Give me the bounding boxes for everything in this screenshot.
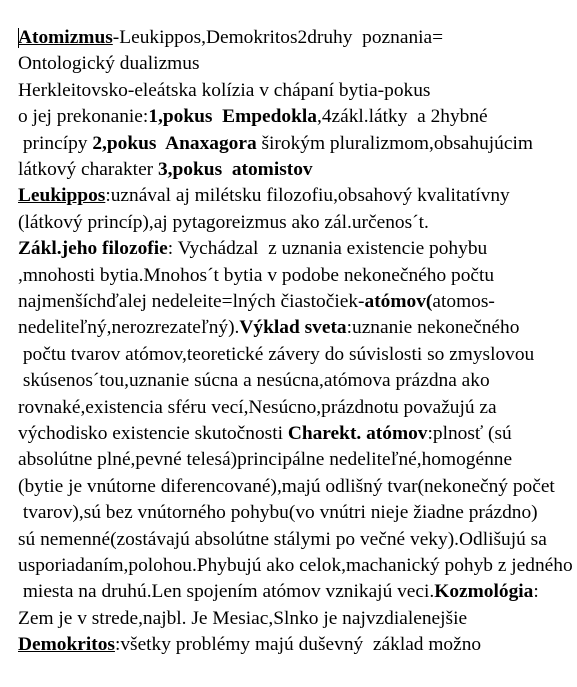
text-line xyxy=(18,424,512,443)
text-line xyxy=(18,503,538,522)
text-run: : xyxy=(533,581,539,603)
text-run: o jej prekonanie: xyxy=(18,106,149,128)
text-run: absolútne plné,pevné telesá)principálne nedeliteľné,homogénne xyxy=(18,449,513,471)
text-run: usporiadaním,polohou.Phybujú ako celok,machanický pohyb z jedného xyxy=(18,555,573,576)
text-line xyxy=(18,186,510,205)
text-run: :plnosť (sú xyxy=(427,423,512,444)
text-run: (bytie je vnútorne diferencované),majú odlišný tvar(nekonečný počet xyxy=(18,475,555,497)
text-run: :uznanie nekonečného xyxy=(346,317,520,339)
text-run: 3,pokus atomistov xyxy=(157,159,313,180)
text-run: ,mnohosti bytia.Mnohos´t bytia v podobe nekonečného počtu xyxy=(18,264,495,286)
text-run: ,4zákl.látky a 2hybné xyxy=(316,106,488,128)
text-run: (látkový princíp),aj pytagoreizmus ako zál.určenos´t. xyxy=(18,211,429,233)
text-run: 1,pokus Empedokla xyxy=(148,106,317,128)
text-line xyxy=(18,54,200,73)
text-run: Demokritos xyxy=(18,634,115,656)
text-run: princípy xyxy=(18,132,93,154)
text-run: Výklad sveta xyxy=(239,317,347,339)
text-run: nedeliteľný,nerozrezateľný). xyxy=(18,317,240,339)
text-line xyxy=(18,318,519,337)
text-line xyxy=(18,398,497,417)
text-run: sú nemenné(zostávajú absolútne stálymi po večné veky).Odlišujú sa xyxy=(18,528,547,550)
text-run: Herkleitovsko-eleátska kolízia v chápaní bytia-pokus xyxy=(18,79,431,101)
text-line xyxy=(18,213,429,232)
text-line xyxy=(18,371,490,390)
text-run: tvarov),sú bez vnútorného pohybu(vo vnútri nieje žiadne prázdno) xyxy=(18,502,538,524)
text-run: :všetky problémy majú duševný základ možno xyxy=(114,634,482,656)
text-line xyxy=(18,582,539,601)
text-line xyxy=(18,530,547,549)
text-run: skúsenos´tou,uznanie súcna a nesúcna,atómova prázdna ako xyxy=(18,370,490,392)
text-run: atómov( xyxy=(364,291,433,312)
text-run: Atomizmus xyxy=(18,27,113,48)
text-line xyxy=(18,134,533,153)
text-line xyxy=(18,635,481,654)
text-run: 2,pokus Anaxagora xyxy=(92,132,257,154)
text-run: rovnaké,existencia sféru vecí,Nesúcno,prázdnotu považujú za xyxy=(18,396,497,418)
text-line xyxy=(18,160,313,179)
text-run: látkový charakter xyxy=(18,159,158,180)
text-run: počtu tvarov atómov,teoretické závery do súvislosti so zmyslovou xyxy=(18,343,535,365)
text-run: :uznával aj milétsku filozofiu,obsahový kvalitatívny xyxy=(105,185,510,207)
text-line xyxy=(18,239,487,258)
text-run: širokým pluralizmom,obsahujúcim xyxy=(256,132,533,154)
text-line xyxy=(18,450,512,469)
text-line xyxy=(18,345,534,364)
text-run: Charekt. atómov xyxy=(287,423,428,444)
text-line xyxy=(18,107,488,126)
text-line xyxy=(18,609,467,628)
text-run: Ontologický dualizmus xyxy=(18,53,200,75)
text-line xyxy=(18,292,495,311)
text-run: najmenšíchďalej nedeleite=lných čiastočiek- xyxy=(18,291,365,312)
text-line xyxy=(18,81,430,100)
text-line xyxy=(18,266,494,285)
text-run: Zákl.jeho filozofie xyxy=(18,238,168,260)
text-run: Leukippos xyxy=(18,185,106,207)
text-run: miesta na druhú.Len spojením atómov vznikajú veci. xyxy=(18,581,435,603)
text-line xyxy=(18,477,555,496)
text-run: : Vychádzal z uznania existencie pohybu xyxy=(167,238,488,260)
text-run: Zem je v strede,najbl. Je Mesiac,Slnko je najvzdialenejšie xyxy=(18,607,468,629)
text-run: východisko existencie skutočnosti xyxy=(18,423,288,444)
text-run: Kozmológia xyxy=(434,581,534,603)
text-run: -Leukippos,Demokritos2druhy poznania= xyxy=(112,27,444,48)
text-line xyxy=(18,28,443,47)
text-line xyxy=(18,556,573,575)
text-run: atomos- xyxy=(432,291,495,312)
